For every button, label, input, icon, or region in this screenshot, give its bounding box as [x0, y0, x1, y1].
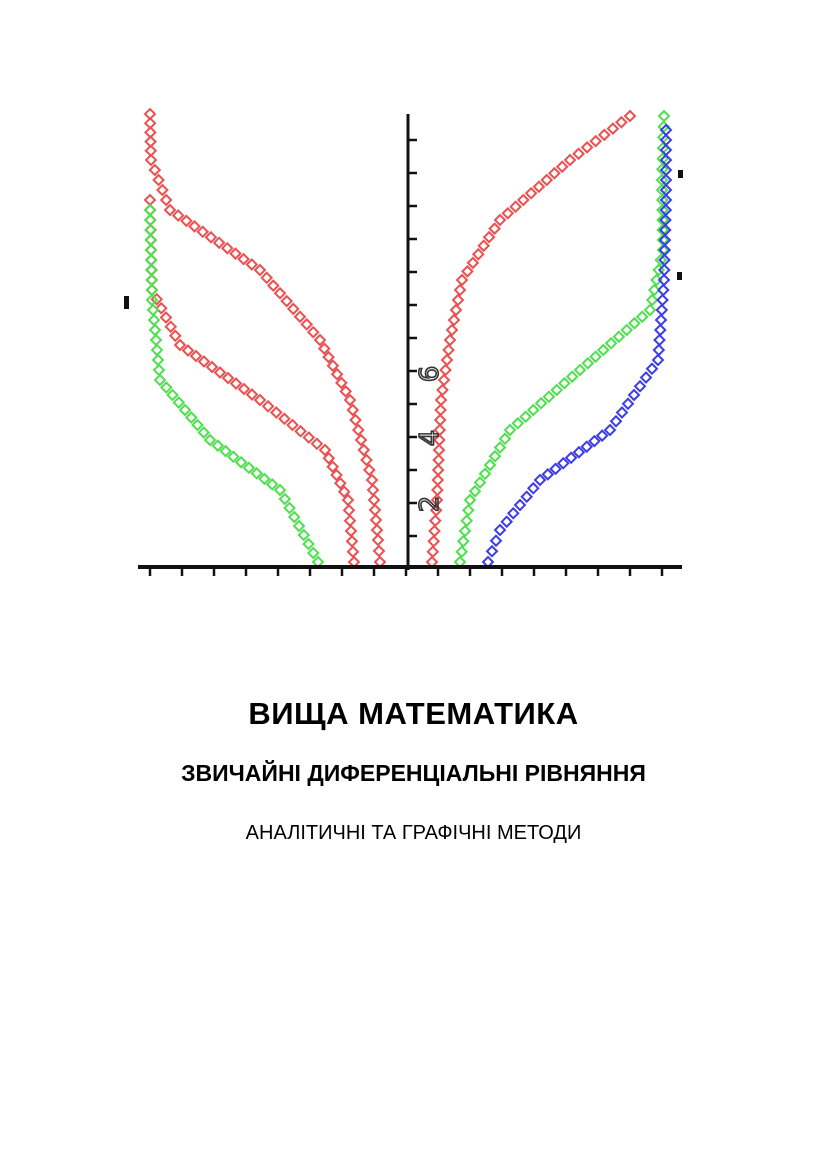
curve-marker — [434, 455, 444, 465]
curve-marker — [543, 469, 553, 479]
curve-marker — [199, 428, 209, 438]
curve-marker — [451, 305, 461, 315]
curve-marker — [345, 516, 355, 526]
curve-marker — [479, 241, 489, 251]
curve-marker — [252, 468, 262, 478]
curve-marker — [183, 346, 193, 356]
curve-marker — [457, 547, 467, 557]
curve-marker — [161, 313, 171, 323]
curve-marker — [591, 136, 601, 146]
curve-marker — [597, 431, 607, 441]
curve-marker — [432, 485, 442, 495]
curve-marker — [551, 464, 561, 474]
curve-marker — [637, 312, 647, 322]
curve-marker — [629, 318, 639, 328]
tick-label: 4 — [415, 429, 445, 447]
curve-marker — [430, 516, 440, 526]
curve-marker — [591, 352, 601, 362]
curve-marker — [655, 335, 665, 345]
curve-marker — [528, 405, 538, 415]
curve-marker — [436, 395, 446, 405]
curve-marker — [247, 260, 257, 270]
curve-marker — [623, 399, 633, 409]
curve-marker — [165, 205, 175, 215]
curve-marker — [268, 281, 278, 291]
curve-marker — [647, 295, 657, 305]
curve-marker — [453, 295, 463, 305]
curve-marker — [495, 215, 505, 225]
curve-marker — [344, 505, 354, 515]
curve-marker — [544, 392, 554, 402]
curve-marker — [536, 398, 546, 408]
curve-marker — [433, 475, 443, 485]
curve-marker — [190, 221, 200, 231]
solution-curves-plot — [110, 100, 710, 590]
curve-marker — [518, 195, 528, 205]
curve-marker — [259, 474, 269, 484]
curve-marker — [275, 485, 285, 495]
curve-marker — [154, 365, 164, 375]
curve-marker — [255, 265, 265, 275]
curve-marker — [511, 202, 521, 212]
curve-marker — [487, 546, 497, 556]
ticks-layer — [150, 140, 662, 576]
curve-marker — [503, 208, 513, 218]
curve-marker — [617, 408, 627, 418]
curve-marker — [267, 479, 277, 489]
curve-marker — [435, 415, 445, 425]
curve-marker — [149, 315, 159, 325]
curve-marker — [244, 463, 254, 473]
curve-marker — [608, 124, 618, 134]
curve-marker — [231, 379, 241, 389]
curve-marker — [515, 500, 525, 510]
curve-marker — [502, 517, 512, 527]
curve-marker — [213, 441, 223, 451]
curve-marker — [362, 455, 372, 465]
curve-marker — [348, 405, 358, 415]
curve-marker — [436, 405, 446, 415]
curve-marker — [641, 373, 651, 383]
curve-marker — [661, 205, 671, 215]
curve-marker — [542, 175, 552, 185]
curve-marker — [294, 521, 304, 531]
curve-marker — [447, 325, 457, 335]
curve-marker — [433, 465, 443, 475]
curve-marker — [299, 530, 309, 540]
curve-marker — [367, 475, 377, 485]
curve-marker — [214, 238, 224, 248]
curve-marker — [480, 469, 490, 479]
curve-marker — [372, 525, 382, 535]
curve-marker — [656, 315, 666, 325]
curve-marker — [521, 412, 531, 422]
curve-marker — [288, 304, 298, 314]
curve-marker — [166, 322, 176, 332]
curve-marker — [347, 536, 357, 546]
tick-label: 6 — [415, 365, 445, 383]
curve-marker — [449, 315, 459, 325]
curve-marker — [495, 443, 505, 453]
document-title: ВИЩА МАТЕМАТИКА — [248, 696, 579, 731]
curve-marker — [174, 398, 184, 408]
curve-marker — [444, 345, 454, 355]
curve-marker — [657, 205, 667, 215]
curve-marker — [239, 254, 249, 264]
curve-marker — [468, 258, 478, 268]
curve-marker — [304, 433, 314, 443]
curve-marker — [304, 539, 314, 549]
curve-marker — [279, 414, 289, 424]
curve-marker — [490, 224, 500, 234]
curve-marker — [428, 547, 438, 557]
curve-marker — [659, 111, 669, 121]
curve-marker — [181, 216, 191, 226]
curve-marker — [645, 305, 655, 315]
curve-marker — [559, 378, 569, 388]
curve-marker — [153, 355, 163, 365]
curve-marker — [152, 345, 162, 355]
curve-marker — [215, 368, 225, 378]
curve-marker — [156, 303, 166, 313]
curve-marker — [445, 335, 455, 345]
curve-marker — [231, 249, 241, 259]
curve-marker — [359, 445, 369, 455]
curve-marker — [150, 165, 160, 175]
axis-mark-right — [678, 170, 683, 178]
curve-marker — [228, 452, 238, 462]
curve-marker — [535, 475, 545, 485]
curve-marker — [457, 275, 467, 285]
curve-marker — [599, 130, 609, 140]
curve-marker — [526, 188, 536, 198]
curve-marker — [368, 485, 378, 495]
curve-marker — [157, 185, 167, 195]
curve-marker — [473, 249, 483, 259]
curve-marker — [654, 345, 664, 355]
curve-marker — [155, 375, 165, 385]
curve-marker — [262, 273, 272, 283]
curve-marker — [302, 319, 312, 329]
curve-marker — [353, 425, 363, 435]
curve-marker — [491, 536, 501, 546]
curve-marker — [475, 478, 485, 488]
axis-mark-right — [677, 272, 682, 280]
curve-marker — [462, 266, 472, 276]
curve-marker — [348, 547, 358, 557]
curve-marker — [221, 446, 231, 456]
curve-marker — [574, 447, 584, 457]
curve-marker — [364, 465, 374, 475]
axis-mark — [124, 296, 129, 309]
curve-marker — [485, 460, 495, 470]
curve-marker — [370, 505, 380, 515]
axes-layer — [124, 114, 683, 570]
curve-marker — [191, 351, 201, 361]
curve-marker — [205, 435, 215, 445]
curve-marker — [528, 483, 538, 493]
curve-marker — [161, 383, 171, 393]
curve-marker — [145, 195, 155, 205]
curve-marker — [635, 381, 645, 391]
curve-marker — [484, 232, 494, 242]
curve-marker — [308, 327, 318, 337]
curve-marker — [589, 436, 599, 446]
curve-marker — [462, 516, 472, 526]
curve-marker — [173, 211, 183, 221]
curve-marker — [193, 420, 203, 430]
curve-marker — [369, 495, 379, 505]
curve-marker — [148, 305, 158, 315]
curve-marker — [151, 335, 161, 345]
curve-marker — [280, 494, 290, 504]
curve-marker — [438, 385, 448, 395]
curve-marker — [312, 439, 322, 449]
curve-marker — [567, 372, 577, 382]
curve-marker — [271, 408, 281, 418]
curve-marker — [534, 182, 544, 192]
curve-marker — [371, 515, 381, 525]
curve-marker — [180, 405, 190, 415]
curve-marker — [465, 495, 475, 505]
curve-marker — [429, 536, 439, 546]
curve-marker — [288, 420, 298, 430]
curve-marker — [247, 390, 257, 400]
curve-marker — [549, 168, 559, 178]
document-subtitle: ЗВИЧАЙНІ ДИФЕРЕНЦІАЛЬНІ РІВНЯННЯ — [181, 760, 646, 786]
curve-marker — [374, 546, 384, 556]
curve-marker — [655, 325, 665, 335]
curve-marker — [154, 175, 164, 185]
curve-marker — [470, 486, 480, 496]
curve-marker — [206, 232, 216, 242]
curve-marker — [295, 312, 305, 322]
curve-marker — [199, 357, 209, 367]
curve-marker — [296, 426, 306, 436]
curve-marker — [557, 162, 567, 172]
document-tagline: АНАЛІТИЧНІ ТА ГРАФІЧНІ МЕТОДИ — [245, 822, 582, 844]
curve-marker — [175, 340, 185, 350]
curve-marker — [222, 243, 232, 253]
curve-marker — [236, 457, 246, 467]
curve-marker — [186, 413, 196, 423]
curve-marker — [582, 142, 592, 152]
curve-marker — [647, 364, 657, 374]
curve-marker — [622, 325, 632, 335]
curve-marker — [583, 358, 593, 368]
curve-marker — [150, 325, 160, 335]
curve-marker — [442, 355, 452, 365]
curve-marker — [223, 373, 233, 383]
tick-label: 2 — [415, 495, 445, 513]
curve-marker — [508, 508, 518, 518]
cover-illustration — [110, 100, 710, 590]
curve-marker — [616, 117, 626, 127]
curve-marker — [495, 525, 505, 535]
curve-marker — [275, 288, 285, 298]
curve-marker — [289, 512, 299, 522]
curve-marker — [611, 416, 621, 426]
curve-marker — [463, 505, 473, 515]
curve-marker — [552, 385, 562, 395]
curve-marker — [522, 492, 532, 502]
curve-marker — [565, 155, 575, 165]
curve-marker — [490, 451, 500, 461]
curve-marker — [558, 458, 568, 468]
curve-marker — [308, 548, 318, 558]
curve-marker — [598, 345, 608, 355]
curve-marker — [582, 442, 592, 452]
curve-marker — [282, 296, 292, 306]
curve-marker — [161, 195, 171, 205]
curve-marker — [373, 535, 383, 545]
curve-marker — [168, 390, 178, 400]
curve-marker — [239, 384, 249, 394]
curve-marker — [657, 305, 667, 315]
curve-marker — [356, 435, 366, 445]
curve-marker — [658, 295, 668, 305]
curve-marker — [629, 390, 639, 400]
curve-marker — [455, 285, 465, 295]
curve-marker — [653, 355, 663, 365]
curve-marker — [605, 425, 615, 435]
curve-marker — [460, 526, 470, 536]
curve-marker — [285, 503, 295, 513]
curve-marker — [458, 536, 468, 546]
curve-marker — [575, 365, 585, 375]
curve-marker — [566, 453, 576, 463]
curve-marker — [346, 526, 356, 536]
curve-marker — [614, 332, 624, 342]
curve-marker — [351, 415, 361, 425]
curve-marker — [574, 149, 584, 159]
curve-marker — [263, 401, 273, 411]
curve-marker — [198, 227, 208, 237]
curve-marker — [606, 338, 616, 348]
curve-marker — [255, 395, 265, 405]
curve-marker — [430, 526, 440, 536]
curve-marker — [505, 425, 515, 435]
curve-marker — [500, 434, 510, 444]
curve-marker — [207, 362, 217, 372]
curve-marker — [625, 111, 635, 121]
curve-marker — [170, 331, 180, 341]
curve-marker — [513, 418, 523, 428]
